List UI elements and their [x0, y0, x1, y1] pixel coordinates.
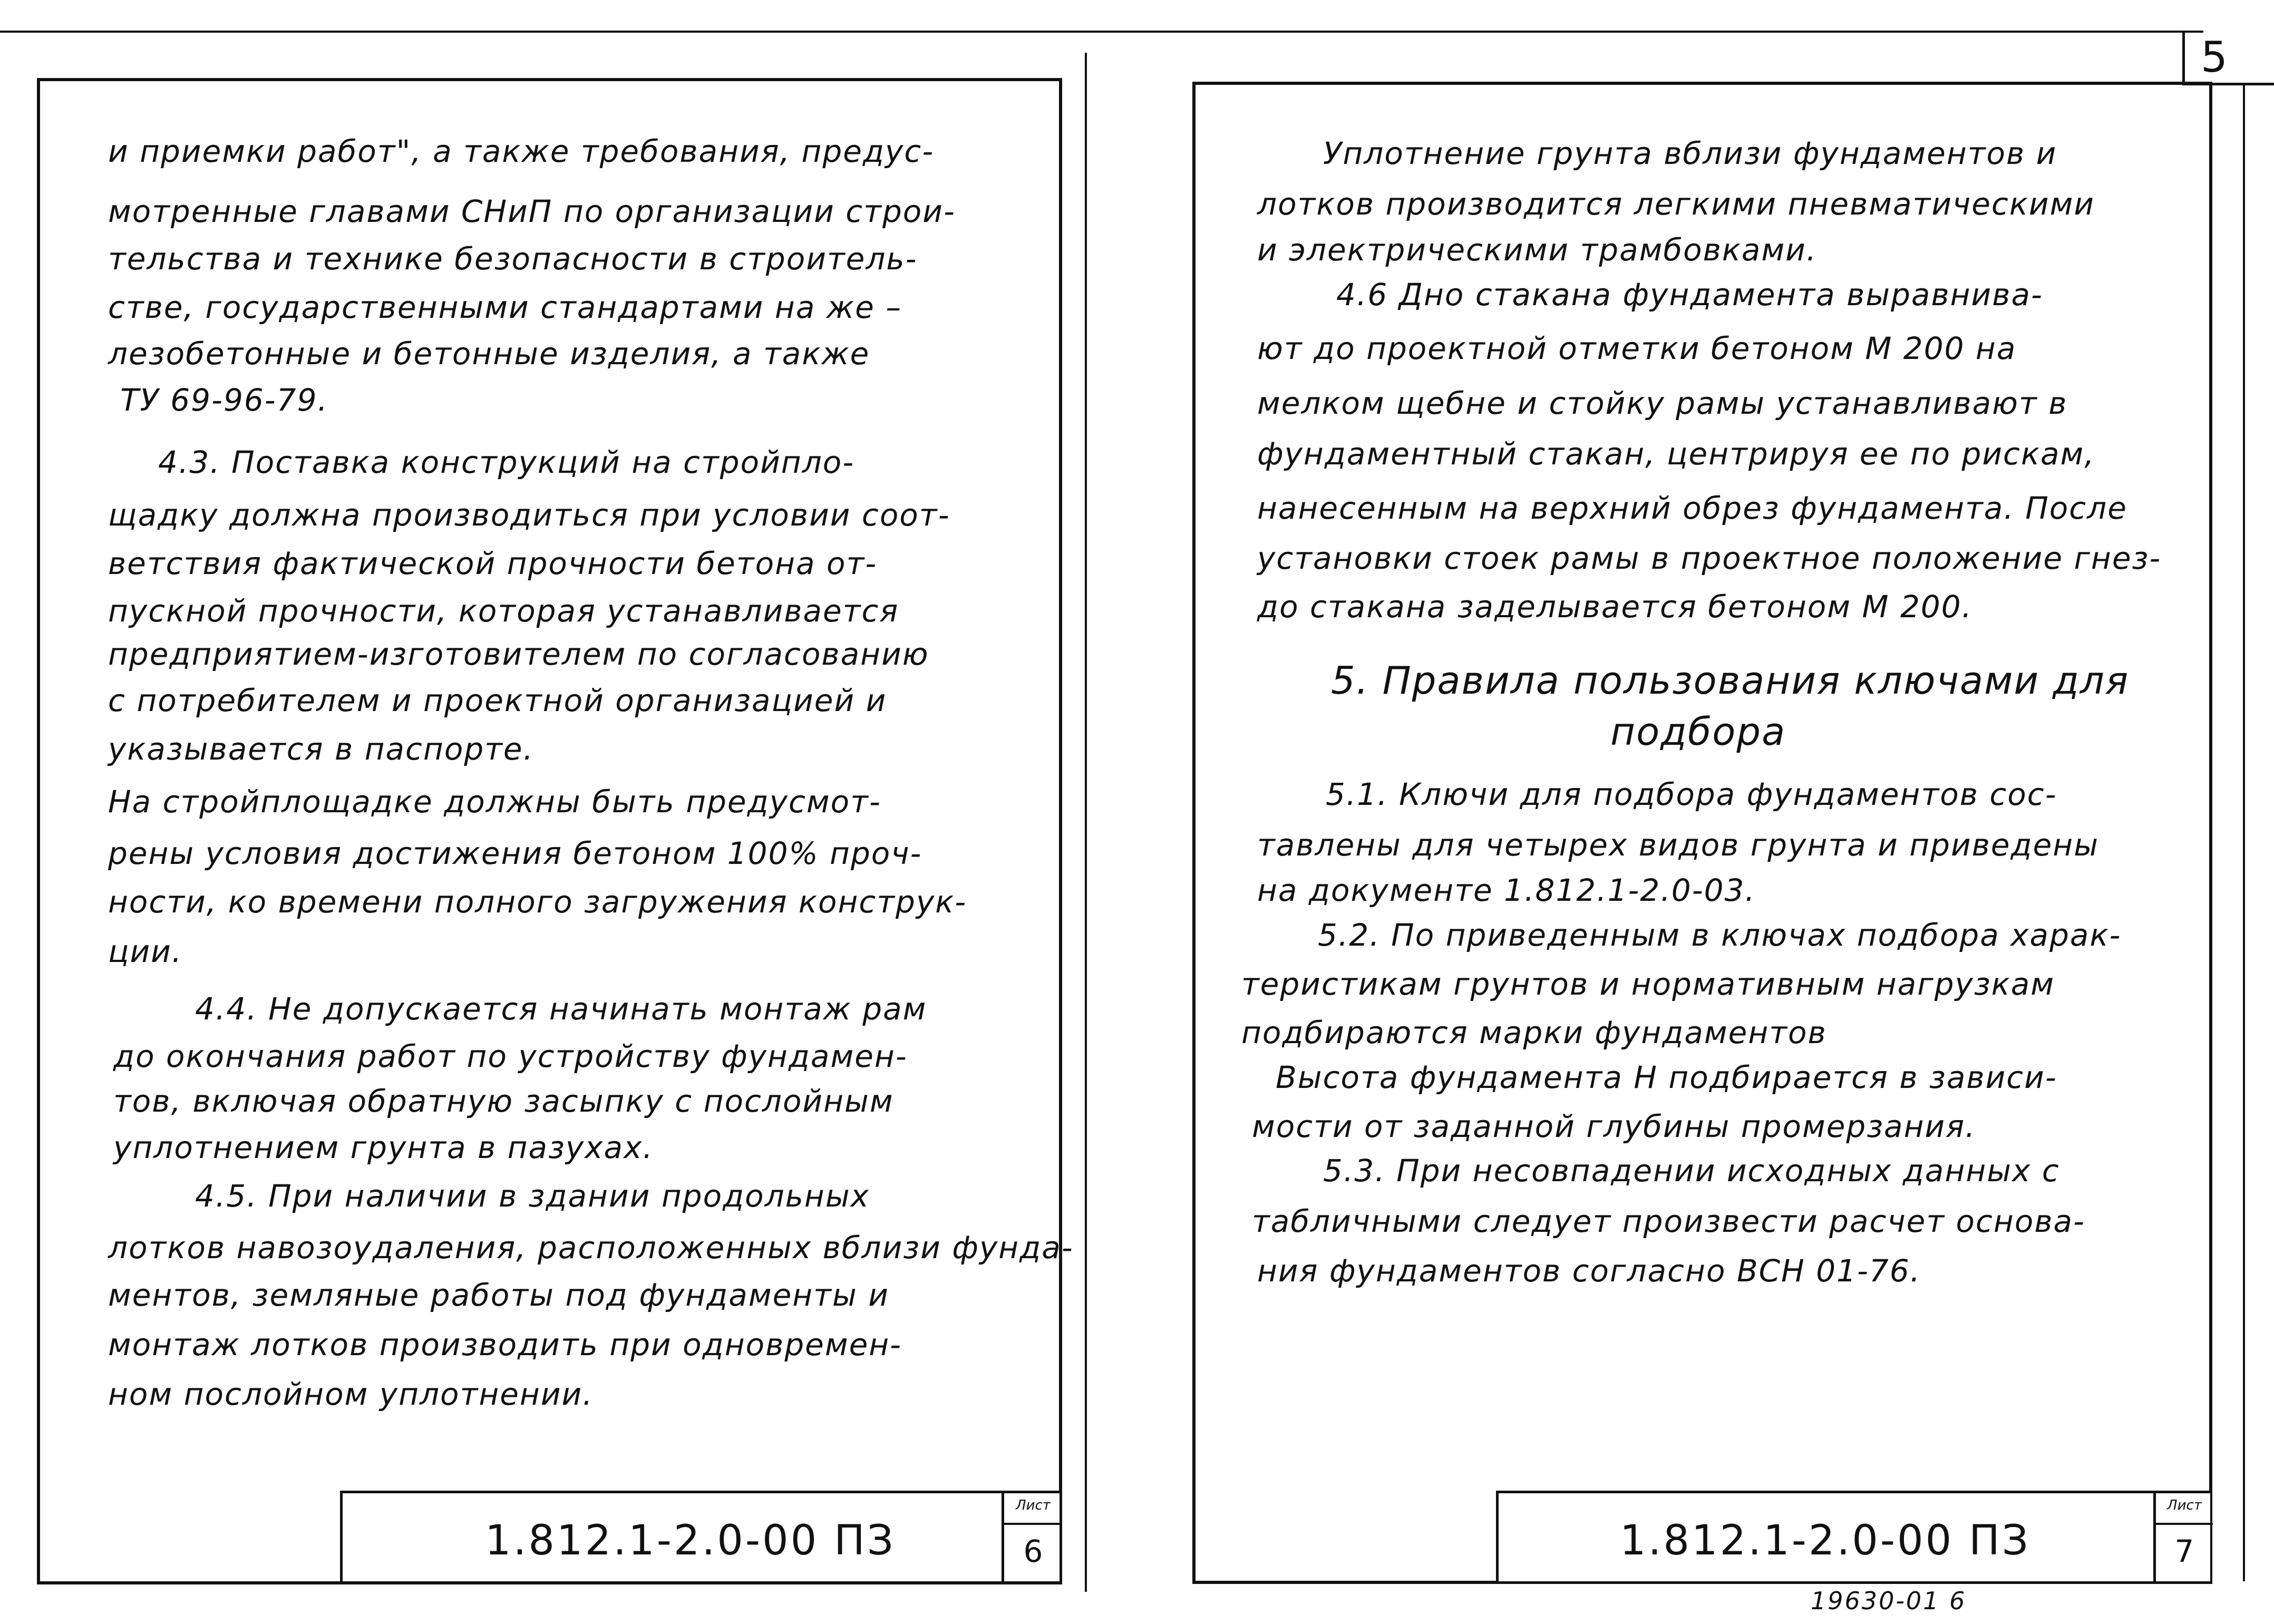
- section-5-heading-cont: подбора: [1610, 709, 1786, 754]
- right-text-line: подбираются марки фундаментов: [1241, 1015, 1827, 1051]
- left-text-line: стве, государственными стандартами на же –: [108, 289, 902, 325]
- left-text-line: до окончания работ по устройству фундамен-: [113, 1038, 908, 1074]
- left-sheet-label: Лист: [1016, 1497, 1051, 1513]
- top-border-line: [0, 31, 2203, 33]
- right-text-line: 4.6 Дно стакана фундамента выравнива-: [1336, 277, 2043, 313]
- right-sheet-box: [2153, 1493, 2213, 1584]
- right-text-line: 5.3. При несовпадении исходных данных с: [1323, 1153, 2060, 1189]
- right-text-line: установки стоек рамы в проектное положение гнез-: [1257, 540, 2162, 576]
- right-title-block: [1496, 1491, 2210, 1581]
- right-text-line: мелком щебне и стойку рамы устанавливают в: [1257, 385, 2068, 421]
- right-text-line: до стакана заделывается бетоном М 200.: [1257, 589, 1973, 625]
- right-text-line: лотков производится легкими пневматическими: [1257, 186, 2095, 222]
- left-text-line: с потребителем и проектной организацией и: [108, 683, 887, 718]
- center-fold-line: [1085, 53, 1087, 1592]
- right-text-line: фундаментный стакан, центрируя ее по рискам,: [1257, 436, 2095, 472]
- right-text-line: 5.1. Ключи для подбора фундаментов сос-: [1326, 776, 2057, 812]
- left-text-line: 4.5. При наличии в здании продольных: [195, 1178, 870, 1214]
- right-text-line: и электрическими трамбовками.: [1257, 232, 1818, 268]
- right-text-line: ют до проектной отметки бетоном М 200 на: [1257, 330, 2017, 366]
- left-sheet-divider: [1004, 1523, 1062, 1525]
- right-text-line: 5.2. По приведенным в ключах подбора харак-: [1318, 917, 2122, 953]
- left-text-line: рены условия достижения бетоном 100% проч-: [108, 835, 922, 871]
- left-text-line: тельства и технике безопасности в строитель-: [108, 241, 918, 277]
- right-text-line: Уплотнение грунта вблизи фундаментов и: [1323, 135, 2057, 171]
- left-text-line: лотков навозоудаления, расположенных вблизи фунда-: [108, 1230, 1074, 1266]
- left-text-line: ном послойном уплотнении.: [108, 1376, 594, 1412]
- right-text-line: теристикам грунтов и нормативным нагрузкам: [1241, 966, 2055, 1002]
- left-text-line: указывается в паспорте.: [108, 731, 535, 767]
- left-sheet-box: [1002, 1493, 1062, 1584]
- section-5-heading: 5. Правила пользования ключами для: [1331, 658, 2130, 703]
- right-text-line: нанесенным на верхний обрез фундамента. После: [1257, 490, 2127, 526]
- left-text-line: ветствия фактической прочности бетона от-: [108, 546, 878, 581]
- page-number: 5: [2201, 33, 2228, 82]
- left-text-line: монтаж лотков производить при одновремен-: [108, 1327, 902, 1363]
- left-title-block: [340, 1491, 1060, 1581]
- right-text-line: табличными следует произвести расчет основа-: [1252, 1203, 2085, 1239]
- inventory-number: 19630-01 6: [1811, 1587, 1967, 1615]
- left-text-line: лезобетонные и бетонные изделия, а также: [108, 336, 870, 372]
- left-text-line: ции.: [108, 933, 183, 969]
- left-text-line: ности, ко времени полного загружения конструк-: [108, 884, 967, 920]
- left-text-line: уплотнением грунта в пазухах.: [113, 1130, 654, 1165]
- left-document-code: 1.812.1-2.0-00 ПЗ: [485, 1517, 896, 1564]
- right-text-line: ния фундаментов согласно ВСН 01-76.: [1257, 1253, 1921, 1289]
- right-edge-line: [2243, 84, 2245, 1581]
- right-document-code: 1.812.1-2.0-00 ПЗ: [1620, 1517, 2030, 1564]
- right-sheet-label: Лист: [2167, 1497, 2202, 1513]
- left-text-line: щадку должна производиться при условии соот-: [108, 497, 950, 533]
- left-text-line: тов, включая обратную засыпку с послойным: [113, 1083, 894, 1119]
- left-text-line: пускной прочности, которая устанавливается: [108, 593, 899, 629]
- right-text-line: мости от заданной глубины промерзания.: [1252, 1108, 1976, 1144]
- right-sheet-number: 7: [2174, 1533, 2194, 1569]
- left-text-line: мотренные главами СНиП по организации строи-: [108, 193, 956, 229]
- left-text-line: 4.3. Поставка конструкций на стройпло-: [158, 444, 855, 480]
- left-text-line: предприятием-изготовителем по согласованию: [108, 636, 929, 672]
- left-text-line: ментов, земляные работы под фундаменты и: [108, 1277, 889, 1313]
- page-number-box: [2182, 31, 2274, 85]
- right-text-line: тавлены для четырех видов грунта и приведены: [1257, 827, 2100, 863]
- right-sheet-divider: [2156, 1523, 2213, 1525]
- left-text-line: На стройплощадке должны быть предусмот-: [108, 784, 881, 820]
- right-text-line: Высота фундамента Н подбирается в зависи-: [1276, 1059, 2057, 1095]
- left-text-line: ТУ 69-96-79.: [120, 382, 328, 418]
- left-text-line: 4.4. Не допускается начинать монтаж рам: [195, 991, 927, 1027]
- left-sheet-number: 6: [1023, 1533, 1043, 1569]
- left-text-line: и приемки работ", а также требования, предус-: [108, 133, 935, 169]
- right-text-line: на документе 1.812.1-2.0-03.: [1257, 872, 1756, 908]
